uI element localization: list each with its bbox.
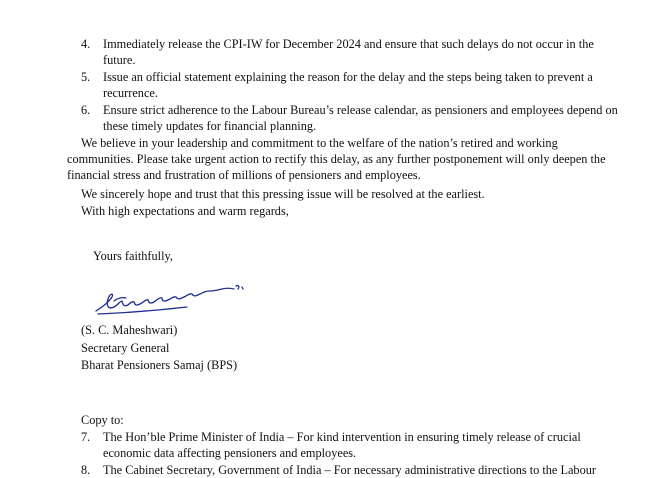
closing-salutation: Yours faithfully, bbox=[93, 249, 173, 263]
list-item-text: The Cabinet Secretary, Government of India – For necessary administrative directions to the Labour bbox=[103, 463, 596, 477]
handwritten-signature bbox=[92, 283, 262, 323]
list-item-number: 7. bbox=[81, 430, 91, 444]
list-item-number: 5. bbox=[81, 70, 91, 84]
list-item-text: Immediately release the CPI-IW for December 2024 and ensure that such delays do not occur in the future. bbox=[103, 37, 594, 67]
list-item bbox=[81, 102, 621, 134]
closing-paragraph: We believe in your leadership and commitment to the welfare of the nation’s retired and working communities. Please take urgent action to rectify this delay, as any further postponement will only deepen the financial stress and frustration of millions of pensioners and employees. bbox=[67, 136, 606, 182]
list-item-number: 6. bbox=[81, 103, 91, 117]
copy-to-item bbox=[81, 462, 621, 478]
signatory-name: (S. C. Maheshwari) bbox=[81, 323, 178, 337]
copy-to-label: Copy to: bbox=[81, 413, 124, 427]
list-item-number: 4. bbox=[81, 37, 91, 51]
regards-line: With high expectations and warm regards, bbox=[81, 204, 289, 218]
copy-to-item bbox=[81, 429, 621, 461]
hope-paragraph: We sincerely hope and trust that this pressing issue will be resolved at the earliest. bbox=[81, 187, 485, 201]
list-item-text: Ensure strict adherence to the Labour Bureau’s release calendar, as pensioners and employees depend on these timely updates for financial planning. bbox=[103, 103, 618, 133]
list-item bbox=[81, 69, 621, 101]
list-item-text: Issue an official statement explaining the reason for the delay and the steps being taken to prevent a recurrence. bbox=[103, 70, 593, 100]
list-item-text: The Hon’ble Prime Minister of India – For kind intervention in ensuring timely release of crucial economic data affecting pensioners and employees. bbox=[103, 430, 581, 460]
signatory-title: Secretary General bbox=[81, 341, 170, 355]
signatory-organization: Bharat Pensioners Samaj (BPS) bbox=[81, 358, 238, 372]
list-item bbox=[81, 36, 621, 68]
list-item-number: 8. bbox=[81, 463, 91, 477]
